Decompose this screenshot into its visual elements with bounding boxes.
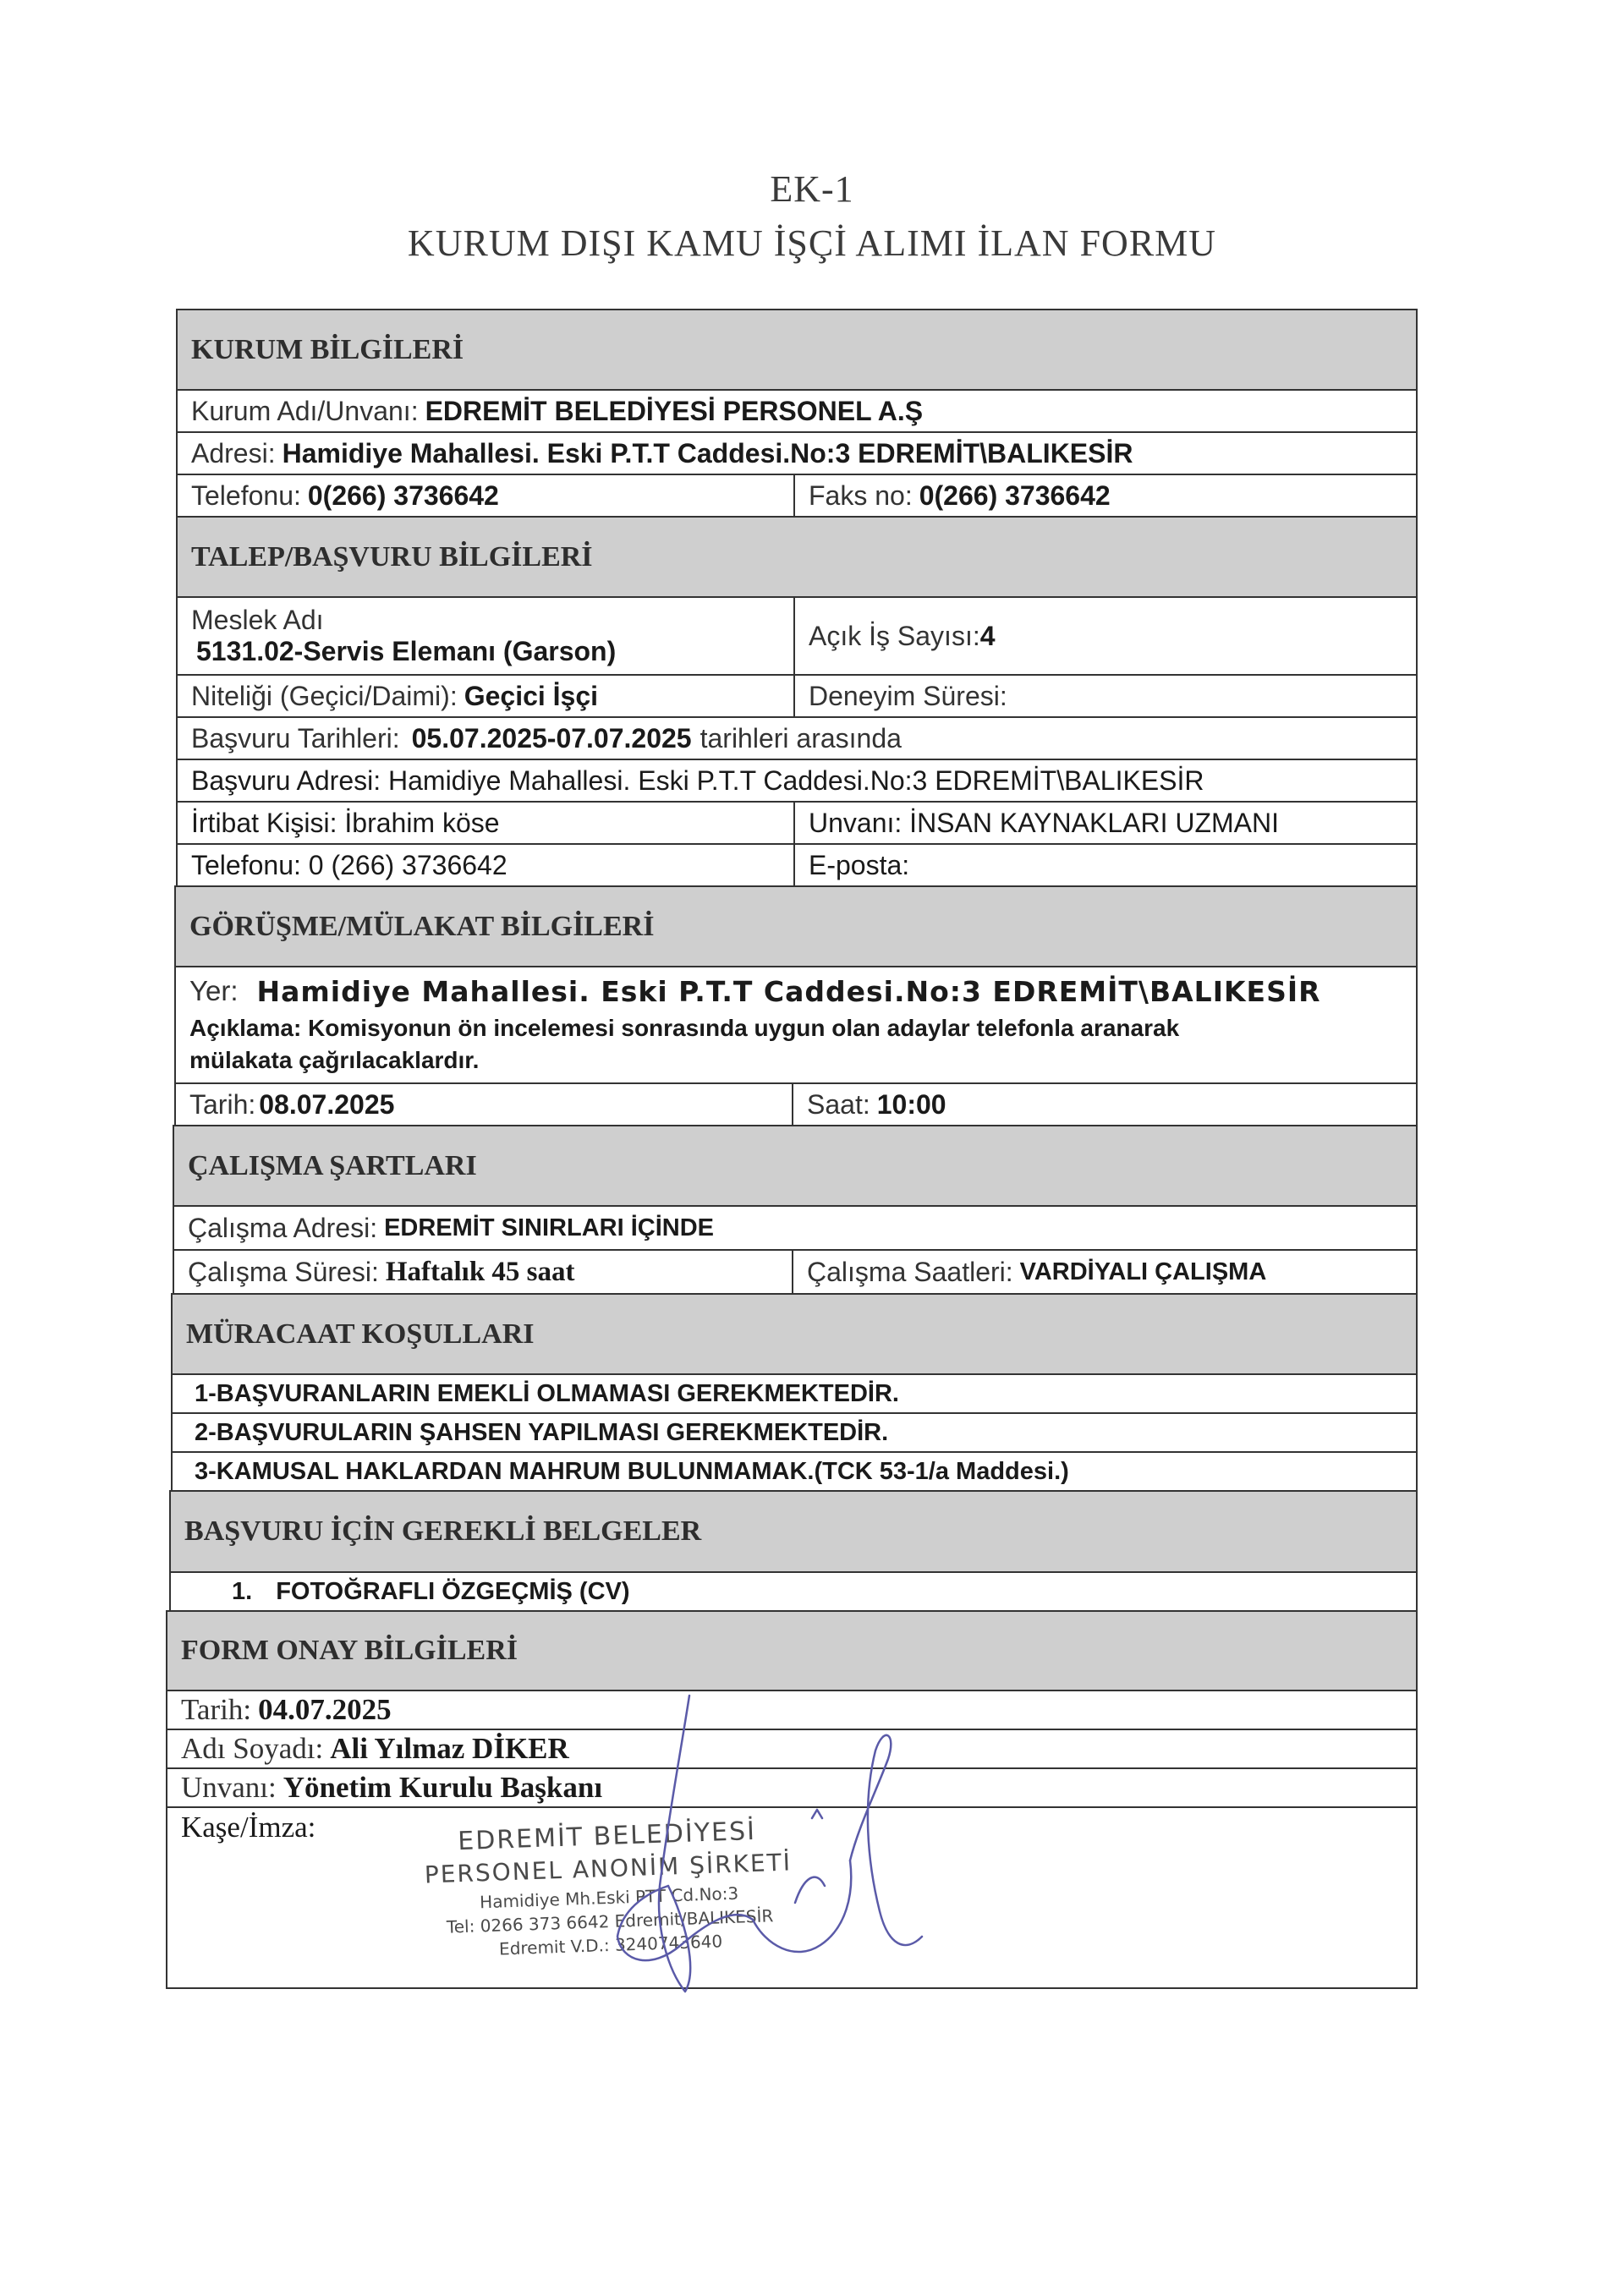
form-title: KURUM DIŞI KAMU İŞÇİ ALIMI İLAN FORMU	[407, 222, 1217, 264]
stamp-line: Tel: 0266 373 6642 Edremit/BALIKESİR	[446, 1905, 774, 1937]
field-kurum-ad	[178, 391, 1416, 431]
aciklama-line1: Açıklama: Komisyonun ön incelemesi sonrasında uygun olan adaylar telefonla aranarak	[189, 1015, 1180, 1041]
value: 08.07.2025	[259, 1088, 395, 1120]
label: Faks no:	[809, 479, 913, 511]
row-kosul-3	[171, 1451, 1418, 1490]
row-meslek	[176, 596, 1418, 674]
field-kurum-adres	[178, 433, 1416, 474]
condition-item: 3-KAMUSAL HAKLARDAN MAHRUM BULUNMAMAK.(TCK 53-1/a Maddesi.)	[195, 1457, 1069, 1485]
row-nitelik	[176, 674, 1418, 716]
value: EDREMİT BELEDİYESİ PERSONEL A.Ş	[425, 395, 924, 426]
label: Açık İş Sayısı:	[809, 620, 980, 651]
value: EDREMİT SINIRLARI İÇİNDE	[384, 1214, 714, 1241]
field-kase-imza: Kaşe/İmza:	[181, 1811, 316, 1844]
value: Ali Yılmaz DİKER	[330, 1732, 569, 1765]
stamp-line: EDREMİT BELEDİYESİ	[457, 1816, 757, 1857]
section-title: BAŞVURU İÇİN GEREKLİ BELGELER	[171, 1492, 1416, 1571]
label: Çalışma Adresi:	[188, 1212, 378, 1243]
field-irtibat: İrtibat Kişisi: İbrahim köse	[191, 807, 500, 838]
section-talep-header	[176, 516, 1418, 596]
suffix: tarihleri arasında	[700, 722, 902, 753]
label: Kurum Adı/Unvanı:	[191, 395, 419, 426]
value: 04.07.2025	[258, 1693, 392, 1726]
section-title: TALEP/BAŞVURU BİLGİLERİ	[178, 518, 1416, 596]
field-basvuru-tarih	[178, 718, 1416, 759]
condition-item: 2-BAŞVURULARIN ŞAHSEN YAPILMASI GEREKMEKTEDİR.	[195, 1418, 889, 1446]
row-calisma-adres	[173, 1205, 1418, 1249]
label: Meslek Adı	[191, 605, 324, 635]
label: Adresi:	[191, 437, 276, 469]
row-kurum-adres	[176, 431, 1418, 474]
value: Hamidiye Mahallesi. Eski P.T.T Caddesi.No:3 EDREMİT\BALIKESİR	[282, 437, 1133, 469]
stamp-line: PERSONEL ANONİM ŞİRKETİ	[424, 1848, 793, 1889]
row-kurum-telefon	[176, 474, 1418, 516]
field-irtibat-unvan: Unvanı: İNSAN KAYNAKLARI UZMANI	[793, 803, 1419, 843]
value: 0(266) 3736642	[919, 479, 1111, 511]
field-kurum-telefon	[178, 475, 793, 516]
stamp-line: Edremit V.D.: 3240743640	[498, 1931, 723, 1959]
value: Yönetim Kurulu Başkanı	[283, 1771, 603, 1804]
section-title: KURUM BİLGİLERİ	[178, 310, 1416, 389]
row-kurum-ad	[176, 389, 1418, 431]
field-calisma-sure	[174, 1251, 792, 1293]
row-gorusme-tarih	[174, 1082, 1418, 1125]
field-calisma-saatleri	[792, 1251, 1419, 1293]
value: 0(266) 3736642	[307, 479, 499, 511]
row-calisma-sure	[173, 1249, 1418, 1293]
field-calisma-adres	[174, 1207, 1416, 1249]
label: Unvanı:	[181, 1771, 277, 1804]
field-meslek	[178, 598, 793, 674]
label: Adı Soyadı:	[181, 1732, 324, 1765]
value: 5131.02-Servis Elemanı (Garson)	[196, 636, 617, 666]
field-gorusme-saat	[792, 1084, 1419, 1125]
value: Geçici İşçi	[464, 680, 599, 711]
row-gorusme-yer	[174, 966, 1418, 1082]
value: 10:00	[876, 1088, 946, 1120]
field-nitelik	[178, 676, 793, 716]
field-acik-is	[793, 598, 1419, 674]
section-kurum-header	[176, 309, 1418, 389]
field-deneyim	[793, 676, 1419, 716]
section-title: MÜRACAAT KOŞULLARI	[173, 1295, 1416, 1373]
label: Başvuru Tarihleri:	[191, 722, 400, 753]
signature-icon	[541, 1691, 947, 2013]
section-title: ÇALIŞMA ŞARTLARI	[174, 1126, 1416, 1205]
row-basvuru-tarih	[176, 716, 1418, 759]
value: Haftalık 45 saat	[385, 1256, 575, 1287]
row-irtibat	[176, 801, 1418, 843]
row-kosul-1	[171, 1373, 1418, 1412]
section-title: FORM ONAY BİLGİLERİ	[167, 1612, 1416, 1690]
label: Tarih:	[189, 1088, 256, 1120]
label: Çalışma Süresi:	[188, 1256, 379, 1287]
row-basvuru-adres	[176, 759, 1418, 801]
section-belgeler-header	[169, 1490, 1418, 1571]
field-kurum-faks	[793, 475, 1419, 516]
item-text: FOTOĞRAFLI ÖZGEÇMİŞ (CV)	[276, 1577, 630, 1605]
condition-item: 1-BAŞVURANLARIN EMEKLİ OLMAMASI GEREKMEKTEDİR.	[195, 1379, 899, 1407]
value: 4	[979, 620, 996, 651]
value: 05.07.2025-07.07.2025	[411, 722, 692, 753]
item-number: 1.	[232, 1577, 253, 1605]
label: Deneyim Süresi:	[809, 680, 1007, 711]
field-gorusme-yer	[176, 967, 1416, 1015]
section-gorusme-header	[174, 885, 1418, 966]
stamp-line: Hamidiye Mh.Eski PTT Cd.No:3	[479, 1882, 739, 1913]
field-basvuru-adres: Başvuru Adresi: Hamidiye Mahallesi. Eski P.T.T Caddesi.No:3 EDREMİT\BALIKESİR	[191, 764, 1204, 796]
document-item	[171, 1573, 1416, 1610]
section-calisma-header	[173, 1125, 1418, 1205]
label: Niteliği (Geçici/Daimi):	[191, 680, 458, 711]
aciklama-line2: mülakata çağrılacaklardır.	[189, 1047, 480, 1073]
label: Çalışma Saatleri:	[807, 1256, 1013, 1287]
label: Yer:	[189, 975, 239, 1006]
label: Telefonu:	[191, 479, 301, 511]
field-gorusme-tarih	[176, 1084, 792, 1125]
field-irtibat-telefon: Telefonu: 0 (266) 3736642	[191, 849, 508, 880]
row-kosul-2	[171, 1412, 1418, 1451]
row-belge-1	[169, 1571, 1418, 1610]
section-onay-header	[166, 1610, 1418, 1690]
section-title: GÖRÜŞME/MÜLAKAT BİLGİLERİ	[176, 887, 1416, 966]
row-irtibat-telefon	[176, 843, 1418, 885]
value: Hamidiye Mahallesi. Eski P.T.T Caddesi.No:3 EDREMİT\BALIKESİR	[256, 974, 1321, 1008]
label: Saat:	[807, 1088, 870, 1120]
label: Tarih:	[181, 1693, 252, 1726]
form-code: EK-1	[770, 168, 854, 210]
field-eposta: E-posta:	[793, 845, 1419, 885]
section-muracaat-header	[171, 1293, 1418, 1373]
value: VARDİYALI ÇALIŞMA	[1019, 1258, 1267, 1285]
